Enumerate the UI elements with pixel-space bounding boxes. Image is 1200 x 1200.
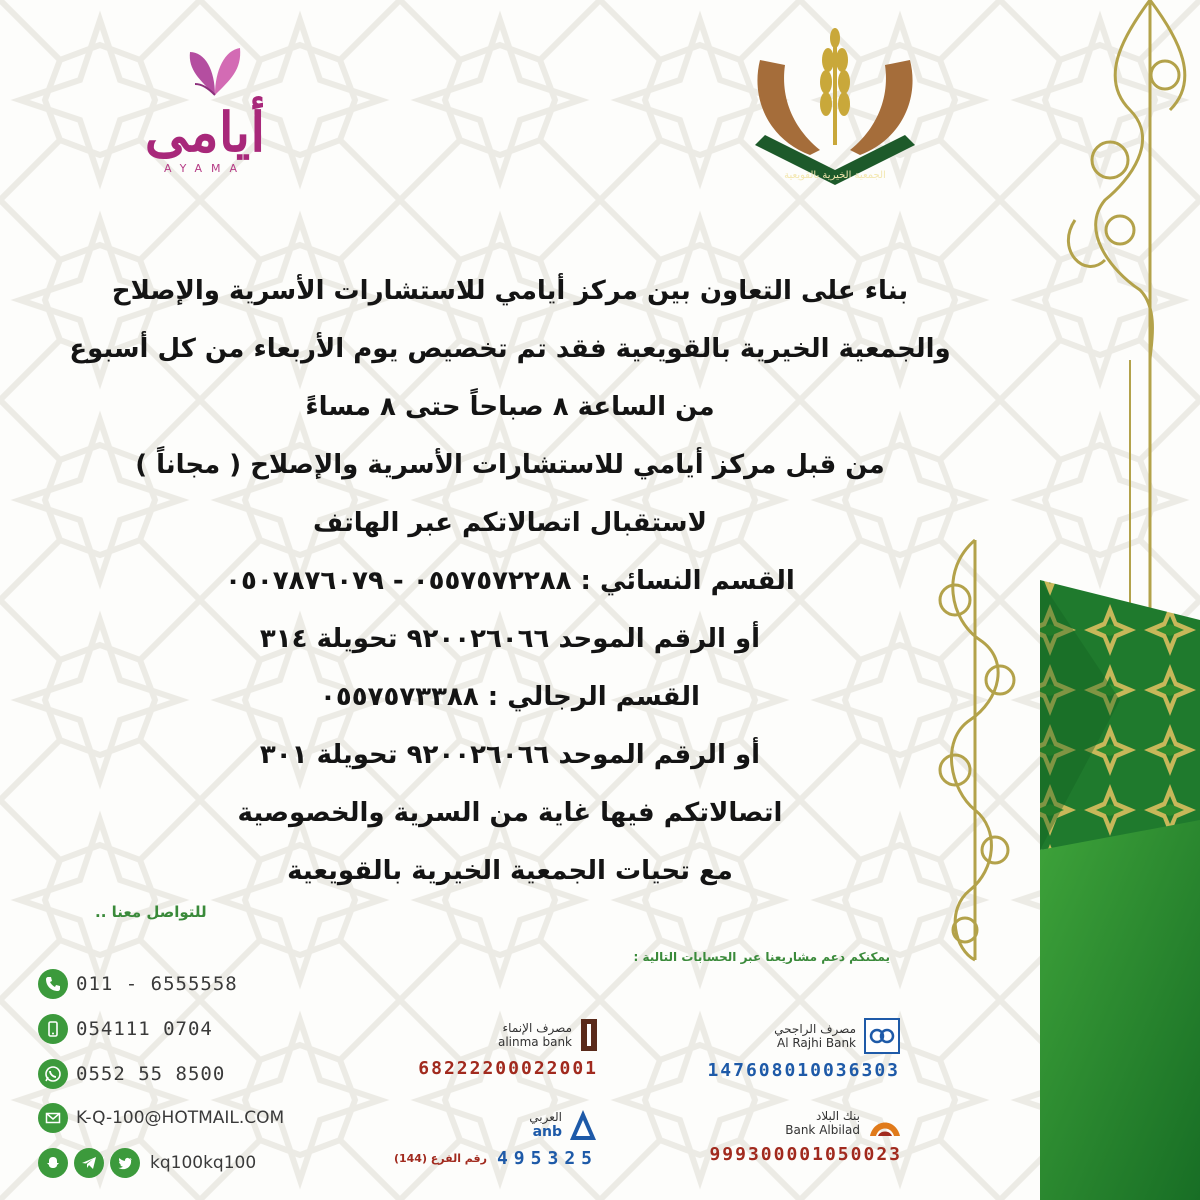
alinma-name-ar: مصرف الإنماء <box>502 1021 572 1035</box>
announcement-line: أو الرقم الموحد ٩٢٠٠٢٦٠٦٦ تحويلة ٣٠١ <box>259 740 761 770</box>
association-logo <box>740 20 930 195</box>
albilad-name-ar: بنك البلاد <box>815 1109 860 1123</box>
announcement-line: من قبل مركز أيامي للاستشارات الأسرية والإصلاح ( مجاناً ) <box>135 450 885 480</box>
anb-logo-icon <box>568 1108 598 1142</box>
announcement-line: القسم الرجالي : ٠٥٥٧٥٧٣٣٨٨ <box>320 682 700 712</box>
alrajhi-name-en: Al Rajhi Bank <box>776 1036 856 1050</box>
alrajhi-account: 147608010036303 <box>707 1060 900 1081</box>
phone-number: 011 - 6555558 <box>76 973 238 996</box>
mail-icon <box>38 1103 68 1133</box>
anb-name-ar: العربي <box>529 1110 562 1124</box>
contact-social <box>38 1141 338 1186</box>
contact-title: للتواصل معنا .. <box>95 903 207 921</box>
ayama-logo-latin: AYAMA <box>163 162 247 175</box>
announcement-line: مع تحيات الجمعية الخيرية بالقويعية <box>287 856 733 886</box>
anb-branch: رقم الفرع (144) <box>393 1152 487 1165</box>
support-text: يمكنكم دعم مشاريعنا عبر الحسابات التالية : <box>633 950 890 964</box>
announcement-line: القسم النسائي : ٠٥٥٧٥٧٢٢٨٨ - ٠٥٠٧٨٧٦٠٧٩ <box>225 566 795 596</box>
bank-albilad <box>665 1108 902 1165</box>
contact-whatsapp[interactable] <box>38 1051 338 1096</box>
anb-name-en: anb <box>532 1124 562 1140</box>
contact-list <box>38 962 338 1185</box>
mobile-icon <box>38 1014 68 1044</box>
bank-alrajhi <box>670 1018 900 1081</box>
association-logo-text: الجمعية الخيرية بالقويعية <box>784 170 886 181</box>
announcement-line: والجمعية الخيرية بالقويعية فقد تم تخصيص يوم الأربعاء من كل أسبوع <box>69 334 951 364</box>
announcement-line: من الساعة ٨ صباحاً حتى ٨ مساءً <box>305 392 715 422</box>
email-address: K-Q-100@HOTMAIL.COM <box>76 1108 285 1129</box>
twitter-icon[interactable] <box>110 1148 140 1178</box>
ayama-logo <box>120 40 290 190</box>
announcement <box>60 262 960 900</box>
albilad-name-en: Bank Albilad <box>785 1123 860 1137</box>
announcement-line: لاستقبال اتصالاتكم عبر الهاتف <box>313 508 707 538</box>
anb-account: 495325 <box>496 1148 598 1169</box>
alinma-account: 68222200022001 <box>418 1058 598 1079</box>
whatsapp-number: 0552 55 8500 <box>76 1062 226 1085</box>
contact-mobile[interactable] <box>38 1007 338 1052</box>
snapchat-icon[interactable] <box>38 1148 68 1178</box>
announcement-line: اتصالاتكم فيها غاية من السرية والخصوصية <box>237 798 783 828</box>
whatsapp-icon <box>38 1059 68 1089</box>
alinma-logo-icon <box>580 1018 598 1052</box>
contact-phone[interactable] <box>38 962 338 1007</box>
bank-anb <box>380 1108 598 1169</box>
albilad-account: 999300001050023 <box>709 1144 902 1165</box>
social-handle: kq100kq100 <box>150 1153 257 1174</box>
alrajhi-name-ar: مصرف الراجحي <box>774 1022 856 1036</box>
contact-email[interactable] <box>38 1096 338 1141</box>
announcement-line: بناء على التعاون بين مركز أيامي للاستشارات الأسرية والإصلاح <box>111 276 909 306</box>
alrajhi-logo-icon <box>864 1018 900 1054</box>
albilad-logo-icon <box>868 1108 902 1138</box>
telegram-icon[interactable] <box>74 1148 104 1178</box>
butterfly-icon <box>180 40 250 100</box>
announcement-line: أو الرقم الموحد ٩٢٠٠٢٦٠٦٦ تحويلة ٣١٤ <box>259 624 761 654</box>
ayama-logo-arabic: أيامى <box>144 100 266 164</box>
alinma-name-en: alinma bank <box>497 1035 572 1049</box>
phone-icon <box>38 969 68 999</box>
mobile-number: 054111 0704 <box>76 1018 213 1041</box>
bank-alinma <box>380 1018 598 1079</box>
